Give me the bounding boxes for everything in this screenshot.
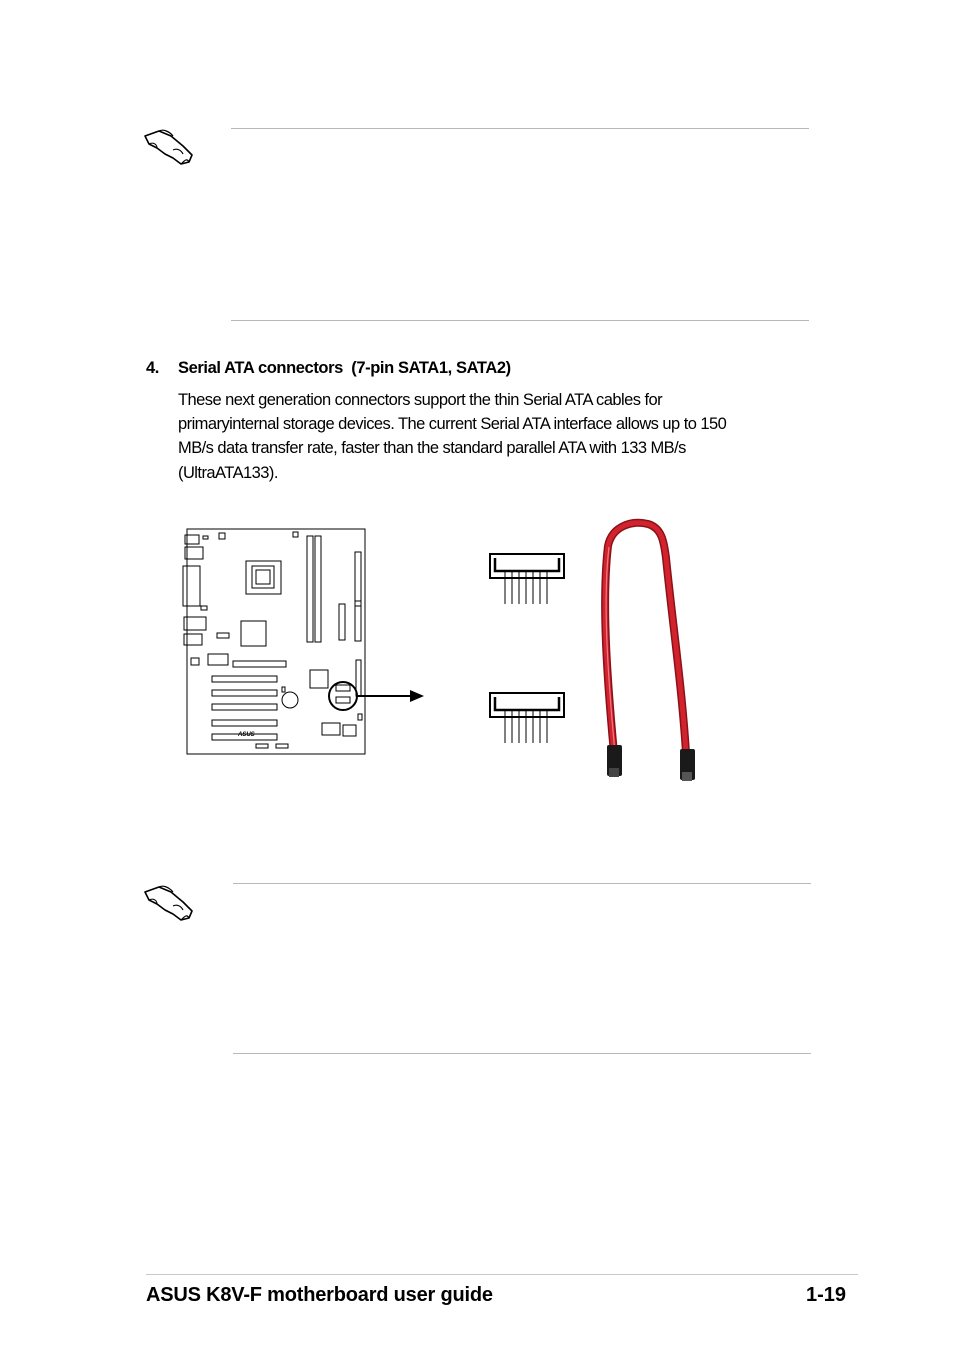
paragraph-line: MB/s data transfer rate, faster than the standard parallel ATA with 133 MB/s (178, 439, 686, 458)
sata-cable (605, 523, 686, 753)
note-bottom-rule (233, 883, 811, 884)
section-title-sub: (7-pin SATA1, SATA2) (351, 359, 511, 377)
paragraph-line: (UltraATA133). (178, 463, 278, 482)
sata-connector-top (488, 552, 568, 608)
paragraph-line: These next generation connectors support the thin Serial ATA cables for (178, 391, 663, 409)
section-title-main: Serial ATA connectors (178, 359, 343, 377)
section-number: 4. (146, 359, 159, 377)
footer-rule (146, 1274, 858, 1275)
board-logo: ASUS (238, 732, 255, 738)
sata-connector-bottom (488, 691, 568, 747)
note-top-rule-bottom (231, 320, 809, 321)
sata-cable-image (596, 518, 706, 788)
section-title (178, 359, 511, 378)
hand-pointer-icon (143, 124, 195, 166)
hand-pointer-icon (143, 880, 195, 922)
note-top-rule (231, 128, 809, 129)
page-number: 1-19 (805, 1284, 846, 1306)
section-paragraph (178, 388, 798, 485)
paragraph-line: primaryinternal storage devices. The current Serial ATA interface allows up to 150 (178, 415, 727, 434)
footer-title: ASUS K8V-F motherboard user guide (146, 1284, 493, 1306)
motherboard-diagram (180, 524, 430, 760)
note-bottom-rule-bottom (233, 1053, 811, 1054)
